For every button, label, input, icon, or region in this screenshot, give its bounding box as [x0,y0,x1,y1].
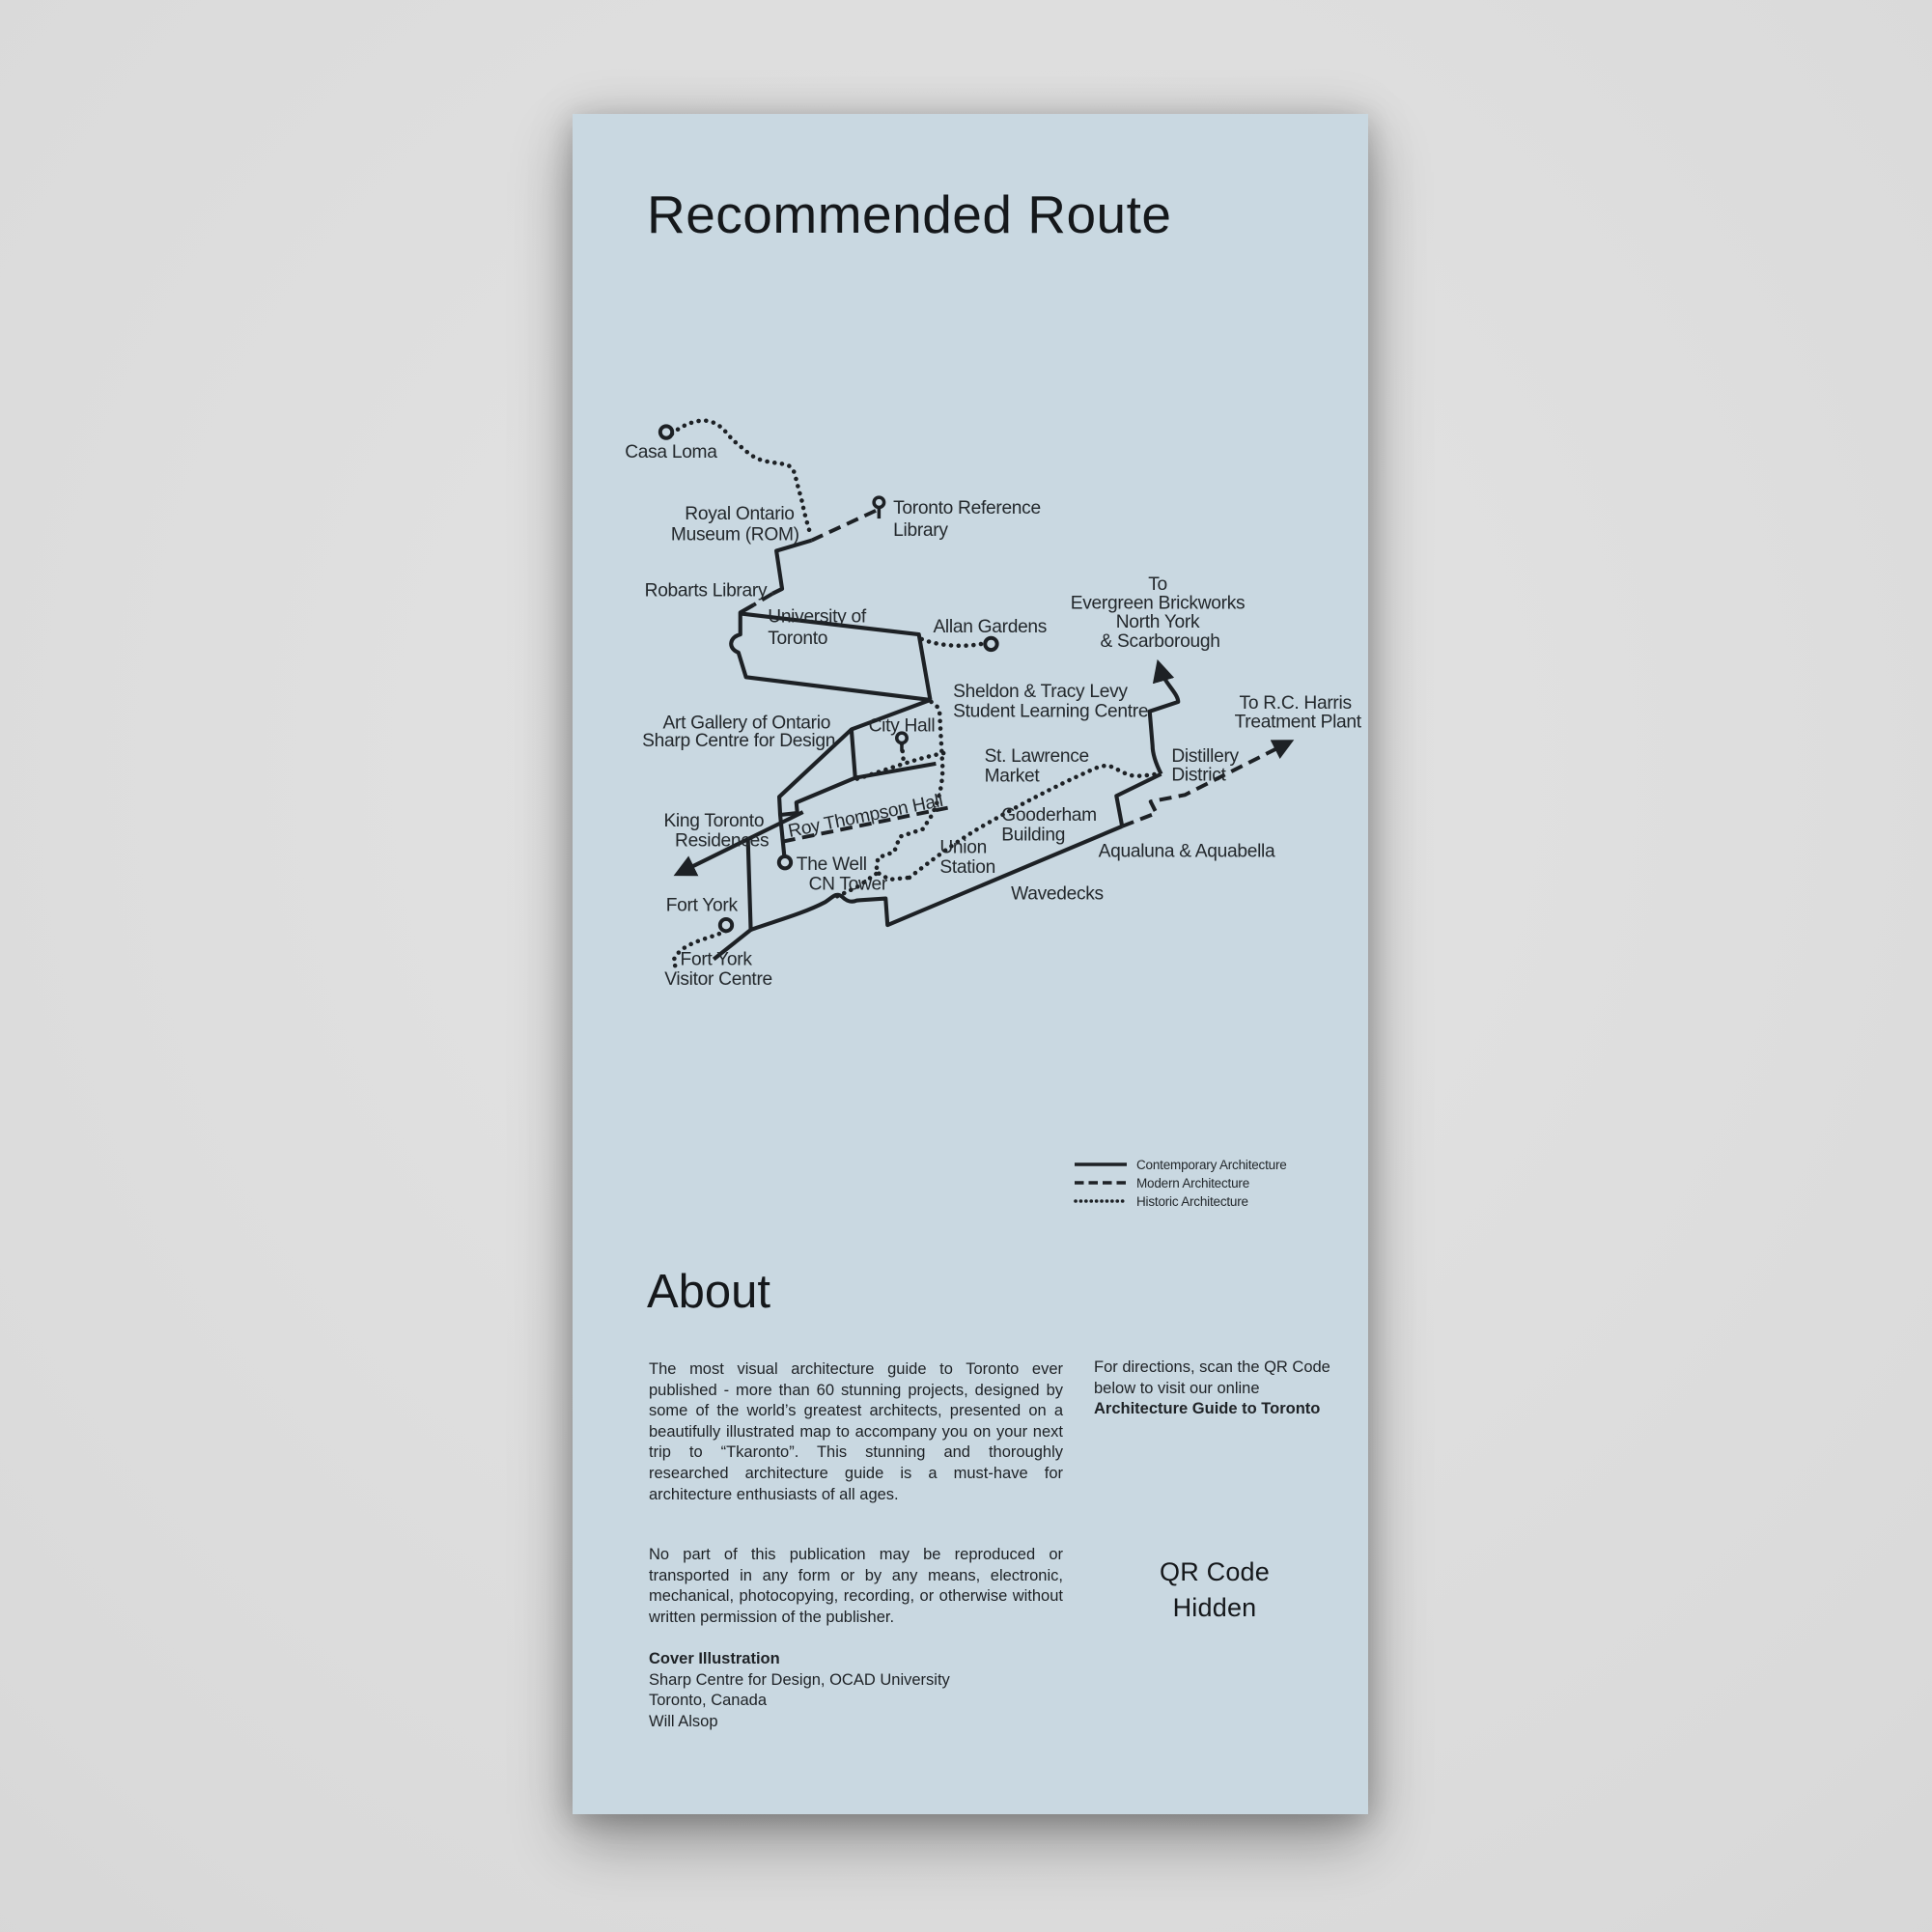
legend-item-historic [1074,1193,1287,1209]
dashed-line-icon [1074,1180,1128,1186]
page-title: Recommended Route [647,184,1172,244]
route-modern [754,510,1289,841]
map-label-evergreen-direction: To Evergreen Brickworks North York & Scarborough [1070,574,1246,652]
map-label-city-hall: City Hall [868,715,936,737]
cover-illustration-heading: Cover Illustration [649,1650,780,1667]
map-label-wavedecks: Wavedecks [1011,883,1104,905]
toronto-reference-library-marker [874,497,883,518]
map-label-robarts-library: Robarts Library [644,580,768,602]
about-heading: About [647,1266,771,1318]
legend-item-modern [1074,1175,1287,1190]
map-label-union-station: Union Station [939,837,995,879]
allan-gardens-marker [985,638,996,650]
map-label-royal-ontario-museum: Royal Ontario Museum (ROM) [670,504,799,546]
about-paragraph-2: No part of this publication may be reproduced or transported in any form or by any means, electronic, mechanical, photocopying, recording, or otherwise without written permission of the publisher. [649,1546,1063,1626]
solid-line-icon [1074,1162,1128,1167]
cover-illustration-line: Toronto, Canada [649,1692,768,1710]
cover-illustration-line: Will Alsop [649,1712,718,1730]
route-map [608,406,1368,1004]
map-label-art-gallery-of-ontario: Art Gallery of Ontario Sharp Centre for Design [642,713,836,752]
dotted-line-icon [1074,1198,1128,1204]
map-label-distillery-district: Distillery District [1171,745,1239,786]
map-label-sheldon-tracy-levy: Sheldon & Tracy Levy Student Learning Centre [953,682,1149,722]
legend-item-contemporary [1074,1157,1287,1172]
map-label-allan-gardens: Allan Gardens [933,617,1048,638]
map-legend [1074,1157,1287,1212]
fort-york-marker [720,919,732,931]
map-label-roy-thompson-hall: Roy Thompson Hall [786,790,945,843]
map-label-st-lawrence-market: St. Lawrence Market [984,745,1089,787]
map-label-aqualuna-aquabella: Aqualuna & Aquabella [1098,841,1275,862]
map-label-university-of-toronto: University of Toronto [768,606,866,649]
qr-directions-lead: For directions, scan the QR Code below to visit our online [1094,1358,1330,1397]
map-label-the-well: The Well [796,854,867,876]
map-label-cn-tower: CN Tower [808,874,888,895]
map-label-fort-york-visitor-centre: Fort York Visitor Centre [664,949,772,991]
map-label-rc-harris-direction: To R.C. Harris Treatment Plant [1234,692,1361,733]
qr-placeholder-line: Hidden [1172,1593,1257,1622]
casa-loma-marker [660,426,672,437]
map-label-king-toronto-residences: King Toronto Residences [663,810,770,852]
cover-illustration-line: Sharp Centre for Design, OCAD University [649,1670,950,1689]
map-label-fort-york: Fort York [665,895,738,916]
legend-label: Modern Architecture [1136,1175,1250,1190]
map-label-casa-loma: Casa Loma [625,442,717,463]
about-paragraph-1: The most visual architecture guide to Toronto ever published - more than 60 stunning projects, designed by some of the world’s greatest architects, presented on a beautifully illustrated map to accompany you on your next trip to “Tkaronto”. This stunning and thoroughly researched architecture guide is a must-have for architecture enthusiasts of all ages. [649,1360,1063,1503]
qr-placeholder-line: QR Code [1160,1557,1270,1586]
poster-panel [573,114,1368,1814]
legend-label: Historic Architecture [1136,1193,1248,1209]
qr-directions-guide-name: Architecture Guide to Toronto [1094,1400,1321,1418]
cover-illustration-block [649,1649,950,1732]
map-label-gooderham-building: Gooderham Building [1001,804,1097,846]
qr-directions-text [1094,1358,1331,1420]
map-label-toronto-reference-library: Toronto Reference Library [893,498,1041,541]
legend-label: Contemporary Architecture [1136,1157,1287,1172]
the-well-marker [779,856,791,868]
qr-code-placeholder [1094,1554,1335,1626]
